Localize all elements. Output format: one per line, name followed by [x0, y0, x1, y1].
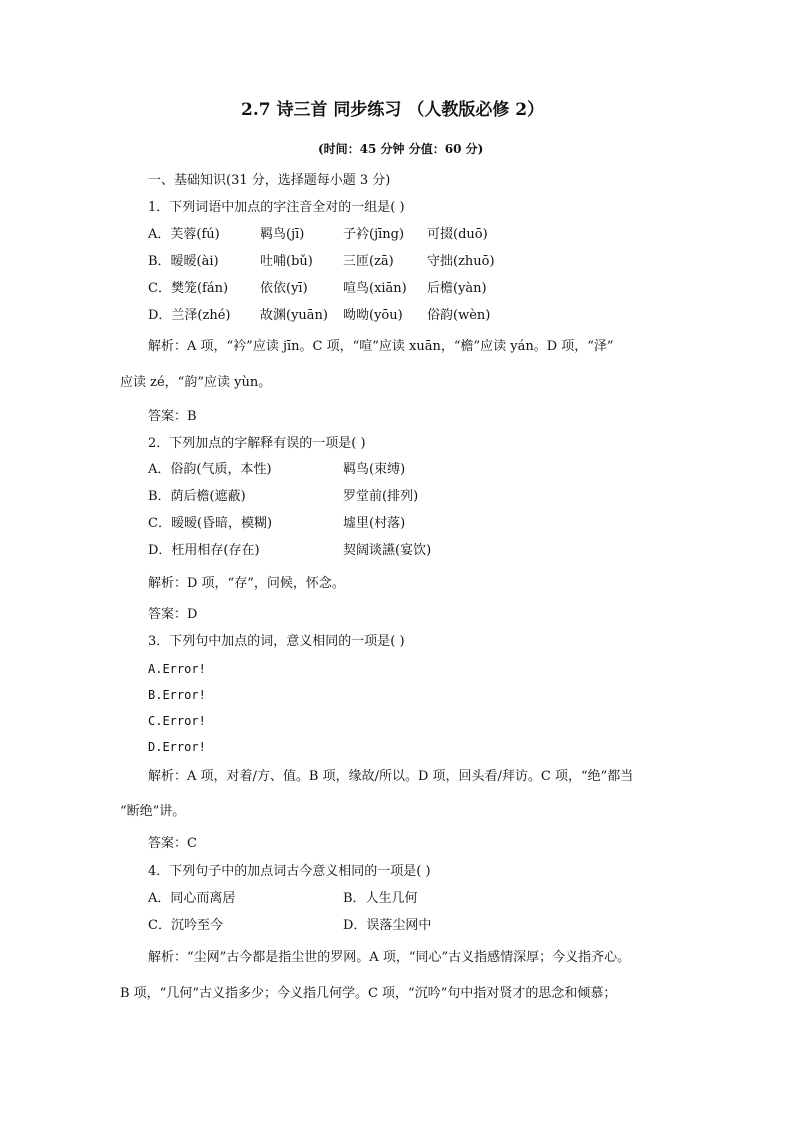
- q1-option-b-word4: 守拙(zhuō): [427, 254, 495, 269]
- q2-option-a-word2: 羁鸟(束缚): [343, 462, 406, 477]
- q1-option-a-word2: 羁鸟(jī): [260, 227, 305, 242]
- q2-option-b: B．荫后檐(遮蔽): [148, 489, 246, 504]
- q1-option-a-word4: 可掇(duō): [427, 227, 488, 242]
- q1-option-d: D．兰泽(zhé): [148, 308, 231, 323]
- q3-stem: 3．下列句中加点的词，意义相同的一项是( ): [148, 634, 405, 649]
- q3-analysis: 解析：A 项，对着/方、值。B 项，缘故/所以。D 项，回头看/拜访。C 项，“绝”都当: [148, 769, 634, 784]
- q2-answer: 答案：D: [148, 607, 198, 622]
- q1-option-d-word2: 故渊(yuān): [260, 308, 328, 323]
- q4-option-a: A．同心而离居: [148, 891, 236, 906]
- q2-analysis: 解析：D 项，“存”，问候，怀念。: [148, 576, 345, 591]
- q2-option-a: A．俗韵(气质，本性): [148, 462, 272, 477]
- q3-answer: 答案：C: [148, 836, 197, 851]
- q4-option-b: B．人生几何: [343, 891, 418, 906]
- q3-analysis-continued: “断绝”讲。: [120, 804, 186, 819]
- q2-option-d: D．枉用相存(存在): [148, 543, 260, 558]
- q3-option-b: B.Error!: [148, 688, 206, 702]
- q1-stem: 1．下列词语中加点的字注音全对的一组是( ): [148, 200, 405, 215]
- q2-option-d-word2: 契阔谈讌(宴饮): [343, 543, 432, 558]
- q3-option-a: A.Error!: [148, 662, 206, 676]
- section-heading: 一、基础知识(31 分，选择题每小题 3 分): [148, 173, 391, 188]
- q1-option-c-word4: 后檐(yàn): [427, 281, 487, 296]
- q1-analysis-continued: 应读 zé，“韵”应读 yùn。: [120, 375, 272, 390]
- q4-analysis: 解析：“尘网”古今都是指尘世的罗网。A 项，“同心”古义指感情深厚；今义指齐心。: [148, 950, 631, 965]
- q1-option-c-word2: 依依(yī): [260, 281, 308, 296]
- page-title: 2.7 诗三首 同步练习 （人教版必修 2）: [241, 100, 545, 120]
- q4-analysis-continued: B 项，“几何”古义指多少；今义指几何学。C 项，“沉吟”句中指对贤才的思念和倾慕；: [120, 986, 617, 1001]
- q4-option-d: D．误落尘网中: [343, 918, 432, 933]
- q4-option-c: C．沉吟至今: [148, 918, 223, 933]
- q2-stem: 2．下列加点的字解释有误的一项是( ): [148, 436, 366, 451]
- q2-option-c-word2: 墟里(村落): [343, 516, 406, 531]
- q3-option-d: D.Error!: [148, 740, 206, 754]
- q1-answer: 答案：B: [148, 409, 197, 424]
- time-score-info: (时间：45 分钟 分值：60 分): [318, 142, 484, 156]
- q1-option-d-word3: 呦呦(yōu): [343, 308, 403, 323]
- q1-option-a: A．芙蓉(fú): [148, 227, 220, 242]
- q1-option-d-word4: 俗韵(wèn): [427, 308, 491, 323]
- q2-option-b-word2: 罗堂前(排列): [343, 489, 419, 504]
- q2-option-c: C．暧暧(昏暗，模糊): [148, 516, 273, 531]
- q1-option-b-word3: 三匝(zā): [343, 254, 394, 269]
- q1-option-a-word3: 子衿(jīng): [343, 227, 405, 242]
- q1-option-c: C．樊笼(fán): [148, 281, 229, 296]
- q4-stem: 4．下列句子中的加点词古今意义相同的一项是( ): [148, 864, 431, 879]
- q1-option-c-word3: 喧鸟(xiān): [343, 281, 407, 296]
- q1-option-b: B．暧暧(ài): [148, 254, 219, 269]
- q3-option-c: C.Error!: [148, 714, 206, 728]
- q1-option-b-word2: 吐哺(bǔ): [260, 254, 313, 269]
- q1-analysis: 解析：A 项，“衿”应读 jīn。C 项，“喧”应读 xuān，“檐”应读 yán。D 项，“泽”: [148, 339, 614, 354]
